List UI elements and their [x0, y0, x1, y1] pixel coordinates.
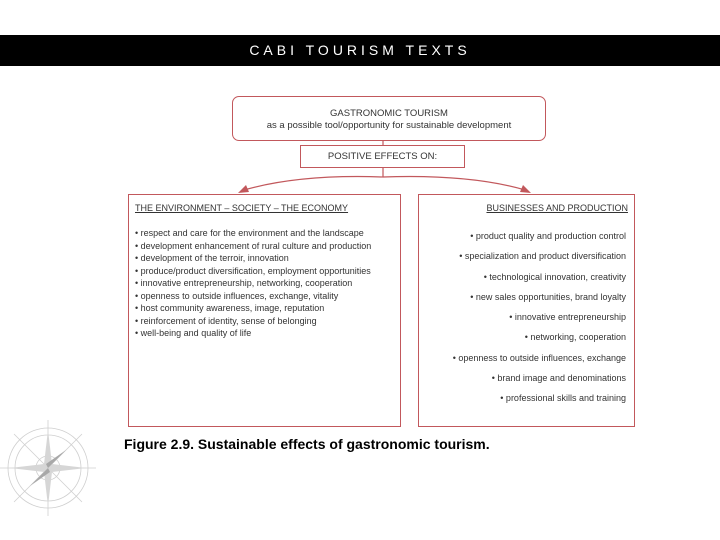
list-item: • specialization and product diversification: [459, 251, 626, 262]
list-item: • host community awareness, image, reputation: [135, 303, 325, 313]
list-item: • networking, cooperation: [524, 332, 626, 343]
header-title: CABI TOURISM TEXTS: [249, 42, 471, 58]
positive-effects-box: [300, 145, 465, 168]
top-box-title: GASTRONOMIC TOURISM: [330, 108, 448, 119]
list-item: • innovative entrepreneurship: [509, 312, 626, 323]
list-item: • new sales opportunities, brand loyalty: [470, 291, 626, 302]
environment-society-economy-box: [128, 194, 401, 427]
right-column-heading: BUSINESSES AND PRODUCTION: [486, 203, 628, 213]
top-box-subtitle: as a possible tool/opportunity for sustainable development: [266, 120, 512, 131]
businesses-production-box: [418, 194, 635, 427]
list-item: • professional skills and training: [500, 393, 626, 404]
list-item: • brand image and denominations: [491, 373, 626, 384]
left-column-heading: THE ENVIRONMENT – SOCIETY – THE ECONOMY: [135, 203, 349, 213]
right-column-list: [421, 230, 626, 413]
list-item: • openness to outside influences, exchange, vitality: [135, 290, 339, 301]
list-item: • innovative entrepreneurship, networking, cooperation: [135, 278, 353, 288]
figure-caption: Figure 2.9. Sustainable effects of gastronomic tourism.: [124, 436, 490, 452]
list-item: • product quality and production control: [470, 231, 626, 241]
list-item: • development of the terroir, innovation: [135, 253, 289, 263]
list-item: • respect and care for the environment and the landscape: [135, 228, 364, 238]
left-column-list: [135, 227, 397, 340]
list-item: • reinforcement of identity, sense of belonging: [135, 315, 317, 326]
positive-effects-label: POSITIVE EFFECTS ON:: [327, 151, 438, 162]
list-item: • well-being and quality of life: [135, 328, 252, 338]
list-item: • openness to outside influences, exchange: [452, 352, 626, 363]
list-item: • produce/product diversification, employment opportunities: [135, 265, 371, 276]
gastronomic-tourism-box: [232, 96, 546, 141]
list-item: • development enhancement of rural culture and production: [135, 240, 372, 251]
list-item: • technological innovation, creativity: [483, 271, 626, 282]
